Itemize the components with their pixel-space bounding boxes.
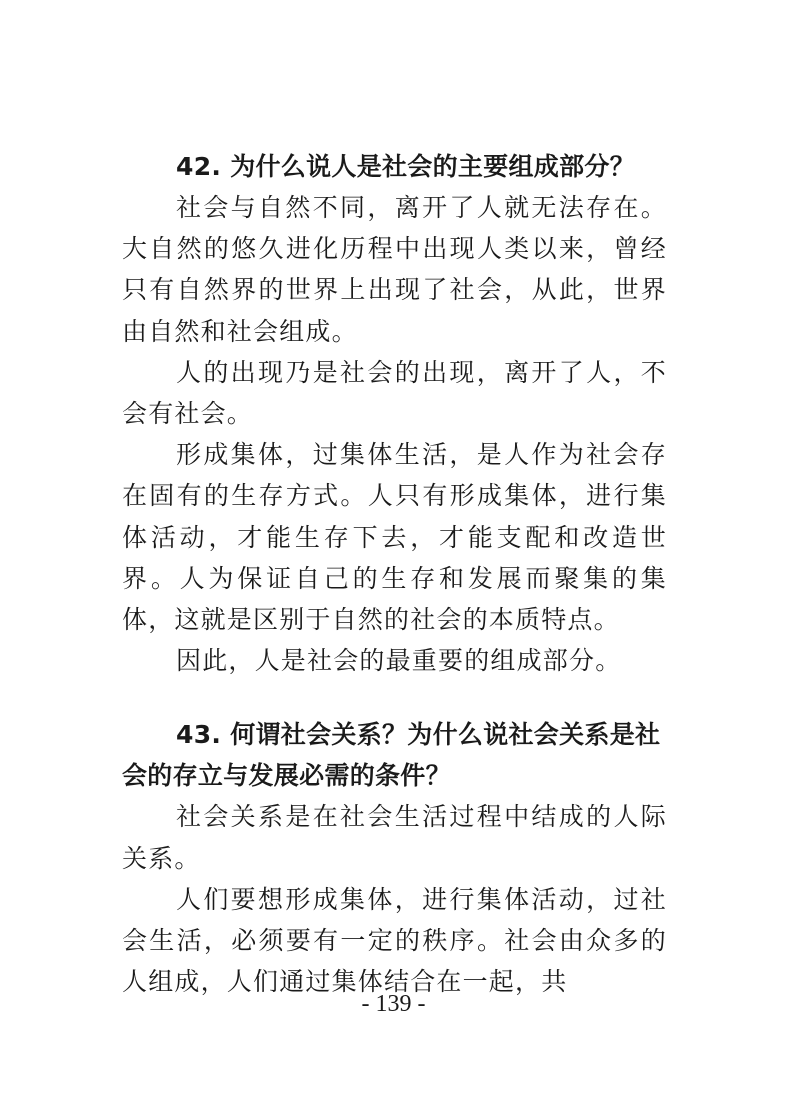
paragraph: 社会与自然不同，离开了人就无法存在。大自然的悠久进化历程中出现人类以来，曾经只有自然界的世界上出现了社会，从此，世界由自然和社会组成。 xyxy=(122,193,667,346)
paragraph: 人们要想形成集体，进行集体活动，过社会生活，必须要有一定的秩序。社会由众多的人组成，人们通过集体结合在一起，共 xyxy=(122,884,667,997)
paragraph: 社会关系是在社会生活过程中结成的人际关系。 xyxy=(122,802,667,873)
section-heading-43: 43. 何谓社会关系？为什么说社会关系是社会的存立与发展必需的条件？ xyxy=(122,720,661,791)
page-body xyxy=(122,146,667,1002)
paragraph: 人的出现乃是社会的出现，离开了人，不会有社会。 xyxy=(122,357,667,429)
paragraph: 因此，人是社会的最重要的组成部分。 xyxy=(176,646,622,676)
page-number: - 139 - xyxy=(361,991,426,1017)
paragraph: 形成集体，过集体生活，是人作为社会存在固有的生存方式。人只有形成集体，进行集体活动，才能生存下去，才能支配和改造世界。人为保证自己的生存和发展而聚集的集体，这就是区别于自然的社会的本质特点。 xyxy=(122,440,667,635)
section-heading-42: 42. 为什么说人是社会的主要组成部分？ xyxy=(176,152,635,181)
